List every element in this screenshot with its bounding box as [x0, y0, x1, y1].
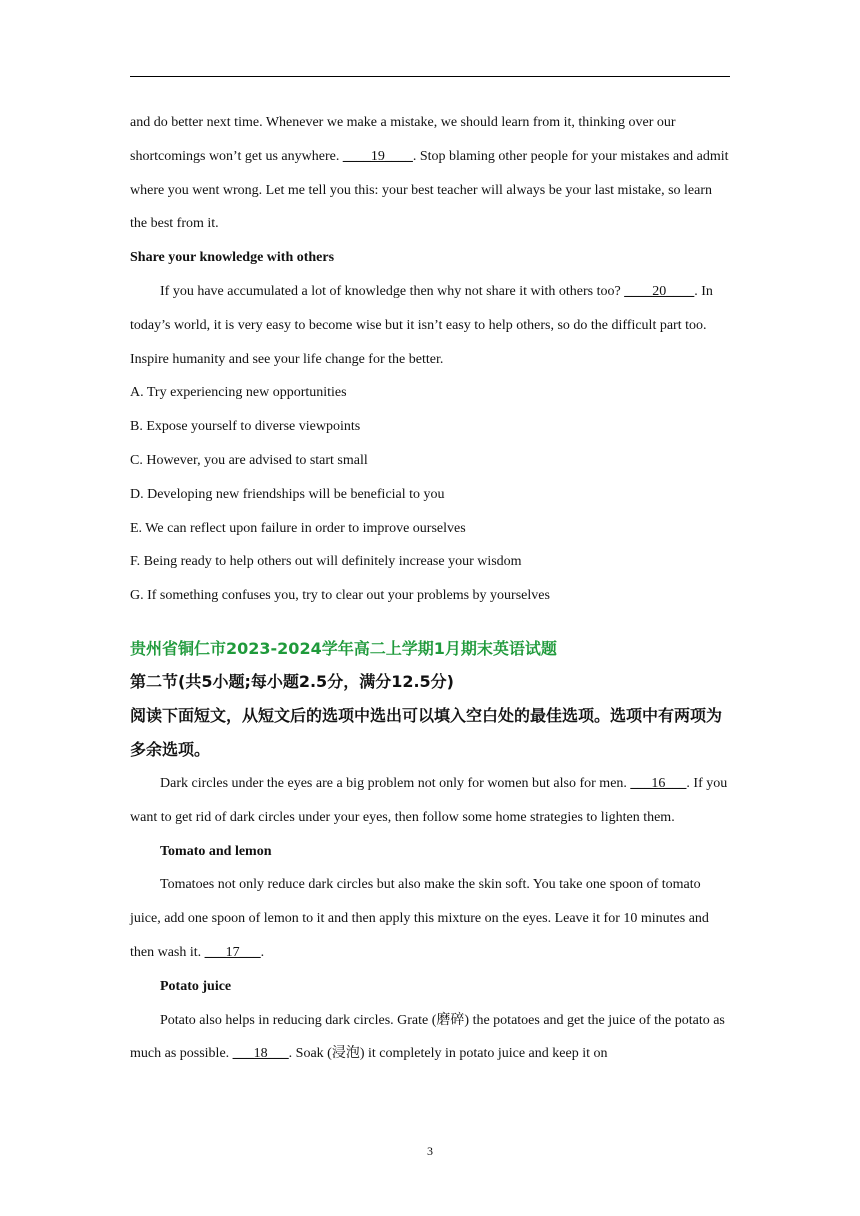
option-c: C. However, you are advised to start small: [130, 452, 368, 468]
blank-16: ___16___: [630, 775, 687, 791]
blank-20: ____20____: [624, 283, 695, 299]
option-f: F. Being ready to help others out will definitely increase your wisdom: [130, 554, 522, 570]
heading-share-knowledge: Share your knowledge with others: [130, 250, 335, 266]
heading-potato-juice: Potato juice: [160, 978, 232, 994]
option-g: G. If something confuses you, try to clear out your problems by yourselves: [130, 588, 550, 604]
option-a: A. Try experiencing new opportunities: [130, 385, 347, 401]
page-content: [130, 106, 730, 1071]
page-number: 3: [427, 1144, 433, 1158]
paragraph-potato: Potato also helps in reducing dark circles. Grate (磨碎) the potatoes and get the juice of the potato as much as possible. ___18___. Soak (浸泡) it completely in potato juice and keep it on: [130, 1012, 725, 1062]
header-rule: [130, 76, 730, 77]
heading-tomato-lemon: Tomato and lemon: [160, 843, 272, 859]
section-subtitle: 第二节(共5小题;每小题2.5分，满分12.5分): [130, 671, 454, 691]
paragraph-mistakes: and do better next time. Whenever we make a mistake, we should learn from it, thinking over our shortcomings won’t get us anywhere. ____19____. Stop blaming other people for your mistakes and admit where you went wrong. Let me tell you this: your best teacher will always be your last mistake, so learn the best from it.: [130, 115, 729, 232]
option-d: D. Developing new friendships will be beneficial to you: [130, 486, 445, 502]
blank-19: ____19____: [342, 148, 413, 164]
paragraph-dark-circles: Dark circles under the eyes are a big problem not only for women but also for men. ___16___. If you want to get rid of dark circles under your eyes, then follow some home strategies to lighten them.: [130, 775, 728, 825]
paragraph-tomato: Tomatoes not only reduce dark circles but also make the skin soft. You take one spoon of tomato juice, add one spoon of lemon to it and then apply this mixture on the eyes. Leave it for 10 minutes and then wash it. ___17___.: [130, 877, 709, 960]
option-b: B. Expose yourself to diverse viewpoints: [130, 419, 361, 435]
section-instruction: 阅读下面短文，从短文后的选项中选出可以填入空白处的最佳选项。选项中有两项为多余选项。: [130, 705, 723, 759]
section-title: 贵州省铜仁市2023-2024学年高二上学期1月期末英语试题: [130, 638, 557, 658]
blank-17: ___17___: [204, 944, 261, 960]
paragraph-share: If you have accumulated a lot of knowledge then why not share it with others too? ____20____. In today’s world, it is very easy to become wise but it isn’t easy to help others, so do the difficult part too. Inspire humanity and see your life change for the better.: [130, 283, 713, 367]
option-e: E. We can reflect upon failure in order to improve ourselves: [130, 520, 466, 536]
blank-18: ___18___: [232, 1046, 289, 1062]
